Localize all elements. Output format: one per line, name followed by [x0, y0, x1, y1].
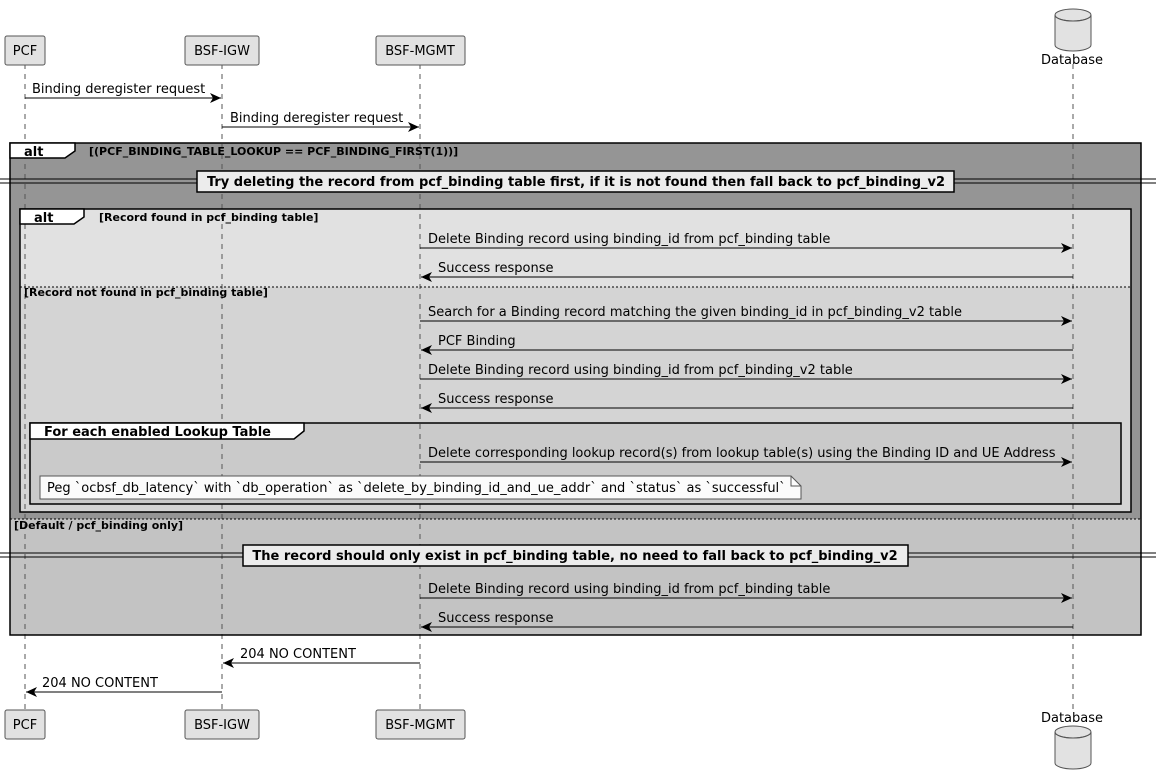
alt-outer-else-guard: [Default / pcf_binding only] [14, 519, 184, 532]
participant-bsf-igw-label-bottom: BSF-IGW [194, 718, 250, 733]
message-8-label: Success response [438, 392, 554, 407]
message-12-label: 204 NO CONTENT [240, 647, 356, 662]
participant-bsf-mgmt-bottom [376, 710, 465, 739]
alt-outer-guard: [(PCF_BINDING_TABLE_LOOKUP == PCF_BINDING_FIRST(1))] [89, 145, 459, 158]
alt-inner-else-guard: [Record not found in pcf_binding table] [24, 286, 268, 299]
participant-bsf-igw-bottom [185, 710, 259, 739]
message-2-label: Binding deregister request [230, 111, 404, 126]
message-13-label: 204 NO CONTENT [42, 676, 158, 691]
divider-2-label: The record should only exist in pcf_binding table, no need to fall back to pcf_binding_v2 [252, 549, 898, 564]
participant-database-label-bottom: Database [1040, 711, 1104, 726]
message-10-label: Delete Binding record using binding_id from pcf_binding table [428, 582, 831, 597]
message-9-label: Delete corresponding lookup record(s) from lookup table(s) using the Binding ID and UE Address [428, 446, 1056, 461]
message-11-label: Success response [438, 611, 554, 626]
message-7-label: Delete Binding record using binding_id from pcf_binding_v2 table [428, 363, 853, 378]
participant-bsf-igw-label: BSF-IGW [194, 44, 250, 59]
participant-bsf-igw-top [185, 36, 259, 65]
alt-outer-keyword: alt [24, 145, 44, 160]
participant-database-label: Database [1040, 53, 1104, 68]
participant-bsf-mgmt-top [376, 36, 465, 65]
message-3-label: Delete Binding record using binding_id from pcf_binding table [428, 232, 831, 247]
note-text: Peg `ocbsf_db_latency` with `db_operation` as `delete_by_binding_id_and_ue_addr` and `status` as `successful` [47, 481, 786, 496]
loop-label: For each enabled Lookup Table [44, 425, 271, 440]
alt-outer-else-bg [10, 519, 1141, 635]
participant-pcf-label: PCF [12, 44, 38, 59]
participant-bsf-mgmt-label: BSF-MGMT [385, 44, 455, 59]
message-1-label: Binding deregister request [32, 82, 206, 97]
message-5-label: Search for a Binding record matching the given binding_id in pcf_binding_v2 table [428, 305, 962, 320]
participant-database-top [1041, 9, 1103, 68]
participant-pcf-label-bottom: PCF [12, 718, 38, 733]
message-4-label: Success response [438, 261, 554, 276]
alt-inner-guard: [Record found in pcf_binding table] [99, 211, 319, 224]
participant-bsf-mgmt-label-bottom: BSF-MGMT [385, 718, 455, 733]
participant-database-bottom [1041, 711, 1103, 769]
participant-pcf-top [5, 36, 45, 65]
participant-pcf-bottom [5, 710, 45, 739]
divider-1-label: Try deleting the record from pcf_binding table first, if it is not found then fall back to pcf_binding_v2 [206, 175, 946, 190]
note [40, 476, 801, 499]
alt-inner-keyword: alt [34, 211, 54, 226]
message-6-label: PCF Binding [438, 334, 516, 349]
